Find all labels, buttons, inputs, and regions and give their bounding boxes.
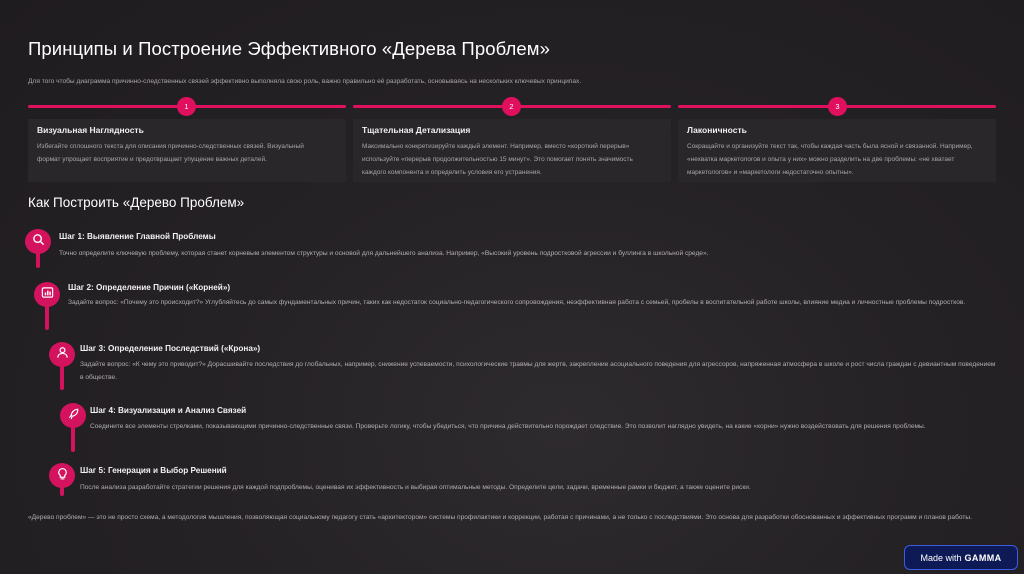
principle-card-1 bbox=[28, 119, 346, 182]
lightbulb-icon bbox=[56, 467, 69, 485]
principle-card-2 bbox=[353, 119, 671, 182]
step-pin-3 bbox=[49, 342, 75, 367]
step-title-5: Шаг 5: Генерация и Выбор Решений bbox=[80, 466, 227, 475]
section-title: Как Построить «Дерево Проблем» bbox=[28, 195, 245, 210]
step-title-4: Шаг 4: Визуализация и Анализ Связей bbox=[90, 406, 247, 415]
intro-text: Для того чтобы диаграмма причинно-следственных связей эффективно выполняла свою роль, важно правильно её разработать, основываясь на нескольких ключевых принципах. bbox=[28, 78, 582, 85]
rocket-icon bbox=[67, 407, 80, 425]
step-title-1: Шаг 1: Выявление Главной Проблемы bbox=[59, 232, 216, 241]
principle-card-3 bbox=[678, 119, 996, 182]
step-title-3: Шаг 3: Определение Последствий («Крона») bbox=[80, 344, 261, 353]
step-pin-4 bbox=[60, 403, 86, 428]
puzzle-chart-icon bbox=[41, 286, 54, 304]
principle-number-3: 3 bbox=[828, 97, 847, 116]
badge-prefix: Made with bbox=[920, 552, 962, 563]
principle-title: Визуальная Наглядность bbox=[37, 125, 144, 135]
principle-number-2: 2 bbox=[502, 97, 521, 116]
step-pin-2 bbox=[34, 282, 60, 307]
step-text-2: Задайте вопрос: «Почему это происходит?» Углубляйтесь до самых фундаментальных причин, таких как недостаток социально-педагогического сопровождения, неэффективная работа с семьей, пробелы в воспитательной работе школы, влияние медиа и личностные проблемы подростков. bbox=[68, 299, 966, 306]
step-pin-5 bbox=[49, 463, 75, 488]
users-icon bbox=[56, 346, 69, 364]
principle-title: Тщательная Детализация bbox=[362, 125, 471, 135]
step-text-3: Задайте вопрос: «К чему это приводит?» Дорасшивайте последствия до глобальных, например, снижение успеваемости, психологические травмы для жертв, закрепление асоциального поведения для агрессоров, напряженная атмосфера в школе и рост числа граждан с девиантным поведением в обществе. bbox=[80, 361, 996, 381]
step-text-1: Точно определите ключевую проблему, которая станет корневым элементом структуры и основой для дальнейшего анализа. Например, «Высокий уровень подростковой агрессии и буллинга в школьной среде». bbox=[59, 250, 709, 257]
step-text-4: Соедините все элементы стрелками, показывающими причинно-следственные связи. Проверьте логику, чтобы убедиться, что причина действительно порождает следствие. Это позволит наглядно увидеть, на какие «корни» нужно воздействовать для решения проблемы. bbox=[90, 423, 926, 430]
principle-text: Избегайте сплошного текста для описания причинно-следственных связей. Визуальный формат упрощает восприятие и предотвращает упущение важных деталей. bbox=[37, 143, 304, 163]
made-with-gamma-badge[interactable] bbox=[904, 545, 1018, 570]
principle-text: Сокращайте и организуйте текст так, чтобы каждая часть была ясной и связанной. Например, «нехватка маркетологов и опыта у них» можно разделить на две проблемы: «не хватает маркетологов» и «маркетологи недостаточно опытны». bbox=[687, 143, 973, 176]
step-text-5: После анализа разработайте стратегии решения для каждой подпроблемы, оценивая их эффективность и выбирая оптимальные методы. Определите цели, задачи, временные рамки и бюджет, а также оцените риски. bbox=[80, 484, 751, 491]
principle-number-1: 1 bbox=[177, 97, 196, 116]
principle-text: Максимально конкретизируйте каждый элемент. Например, вместо «короткий перерыв» используйте «перерыв продолжительностью 15 минут». Это помогает понять значимость каждого компонента и определить условия его устранения. bbox=[362, 143, 633, 176]
step-pin-1 bbox=[25, 229, 51, 254]
principle-title: Лаконичность bbox=[687, 125, 747, 135]
footer-text: «Дерево проблем» — это не просто схема, а методология мышления, позволяющая социальному педагогу стать «архитектором» системы профилактики и коррекции, работая с причинами, а не только с последствиями. Это основа для разработки обоснованных и эффективных программ и планов работы. bbox=[28, 514, 972, 521]
badge-brand: GAMMA bbox=[964, 552, 1002, 563]
step-title-2: Шаг 2: Определение Причин («Корней») bbox=[68, 283, 231, 292]
page-title: Принципы и Построение Эффективного «Дерева Проблем» bbox=[28, 38, 550, 59]
search-icon bbox=[32, 233, 45, 251]
